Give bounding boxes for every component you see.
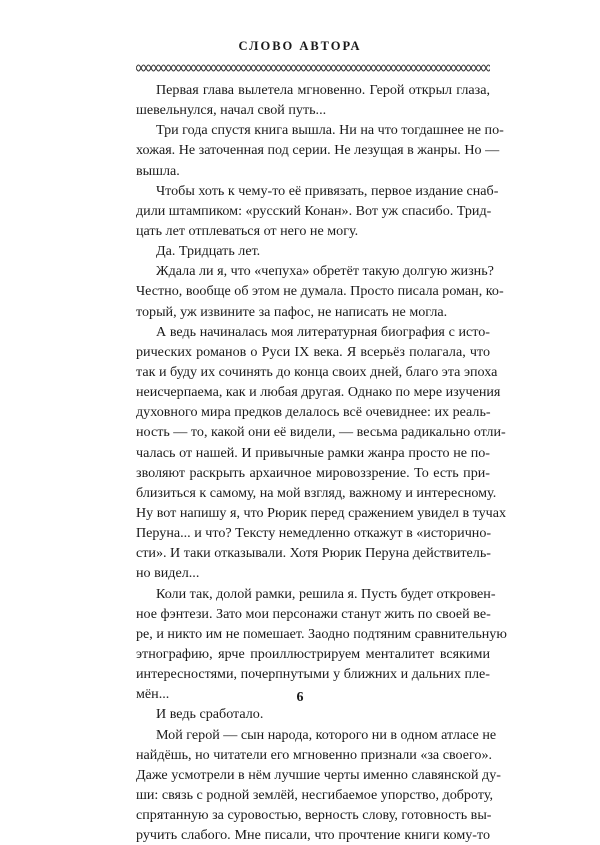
text-line: Ну вот напишу я, что Рюрик перед сражением увидел в тучах (136, 504, 507, 521)
text-line: торый, уж извините за пафос, не написать не могла. (136, 303, 448, 320)
page-number: 6 (296, 690, 304, 705)
text-line: ное фэнтези. Зато мои персонажи станут жить по своей ве- (136, 605, 491, 622)
text-line: неисчерпаема, как и любая другая. Однако по мере изучения (136, 384, 501, 401)
text-line: мён... (136, 686, 170, 703)
text-line: так и буду их сочинять до конца своих дней, благо эта эпоха (136, 363, 498, 380)
text-line: интересностями, почерпнутыми у ближних и дальних пле- (136, 666, 490, 683)
text-line: ность — то, какой они её видели, — весьма радикально отли- (136, 424, 506, 441)
running-head: СЛОВО АВТОРА (238, 39, 362, 53)
text-line: Первая глава вылетела мгновенно. Герой открыл глаза, (156, 82, 490, 98)
text-line: духовного мира предков делалось всё очевиднее: их реаль- (136, 404, 491, 421)
text-line: Перуна... и что? Тексту немедленно откажут в «историчнo- (136, 525, 492, 542)
text-line: Честно, вообще об этом не думала. Просто писала роман, ко- (136, 283, 504, 300)
text-line: хожая. Не заточенная под серии. Не лезущая в жанры. Но — (136, 142, 500, 159)
body-text (136, 80, 507, 845)
text-line: чалась от нашей. И привычные рамки жанра просто не по- (136, 444, 490, 461)
text-line: зволяют раскрыть архаичное мировоззрение. То есть при- (136, 464, 490, 481)
text-line: Даже усмотрели в нём лучшие черты именно славянской ду- (136, 766, 501, 783)
text-line: И ведь сработало. (156, 706, 264, 723)
text-line: ши: связь с родной землёй, несгибаемое упорство, доброту, (136, 786, 493, 803)
text-line: рических романов о Руси IX века. Я всерьёз полагала, что (136, 343, 490, 360)
ornament-divider (136, 62, 490, 74)
text-line: Коли так, долой рамки, решила я. Пусть будет откровен- (156, 585, 496, 602)
text-line: близиться к самому, на мой взгляд, важному и интересному. (136, 484, 497, 501)
text-line: этнографию, ярче проиллюстрируем менталитет всякими (136, 645, 490, 662)
text-line: А ведь начиналась моя литературная биография с исто- (156, 323, 490, 340)
text-line: сти». И таки отказывали. Хотя Рюрик Перуна действитель- (136, 545, 491, 562)
text-line: ре, и никто им не помешает. Заодно подтяним сравнительную (136, 625, 507, 642)
text-line: шевельнулся, начал свой путь... (136, 102, 327, 119)
text-line: дили штампиком: «русский Конан». Вот уж спасибо. Трид- (136, 202, 492, 219)
text-line: Три года спустя книга вышла. Ни на что тогдашнее не по- (156, 122, 504, 139)
text-line: ручить слабого. Мне писали, что прочтение книги кому-то (136, 827, 490, 844)
text-line: Мой герой — сын народа, которого ни в одном атласе не (156, 726, 497, 743)
text-line: Ждала ли я, что «чепуха» обретёт такую долгую жизнь? (156, 263, 494, 280)
text-line: но видел... (136, 565, 200, 582)
text-line: Чтобы хоть к чему-то её привязать, первое издание снаб- (156, 182, 499, 199)
text-line: спрятанную за суровостью, верность слову, готовность вы- (136, 807, 492, 824)
text-line: цать лет отплеваться от него не могу. (136, 222, 359, 239)
text-line: вышла. (136, 162, 180, 179)
text-line: Да. Тридцать лет. (156, 243, 261, 260)
text-line: найдёшь, но читатели его мгновенно признали «за своего». (136, 746, 493, 763)
